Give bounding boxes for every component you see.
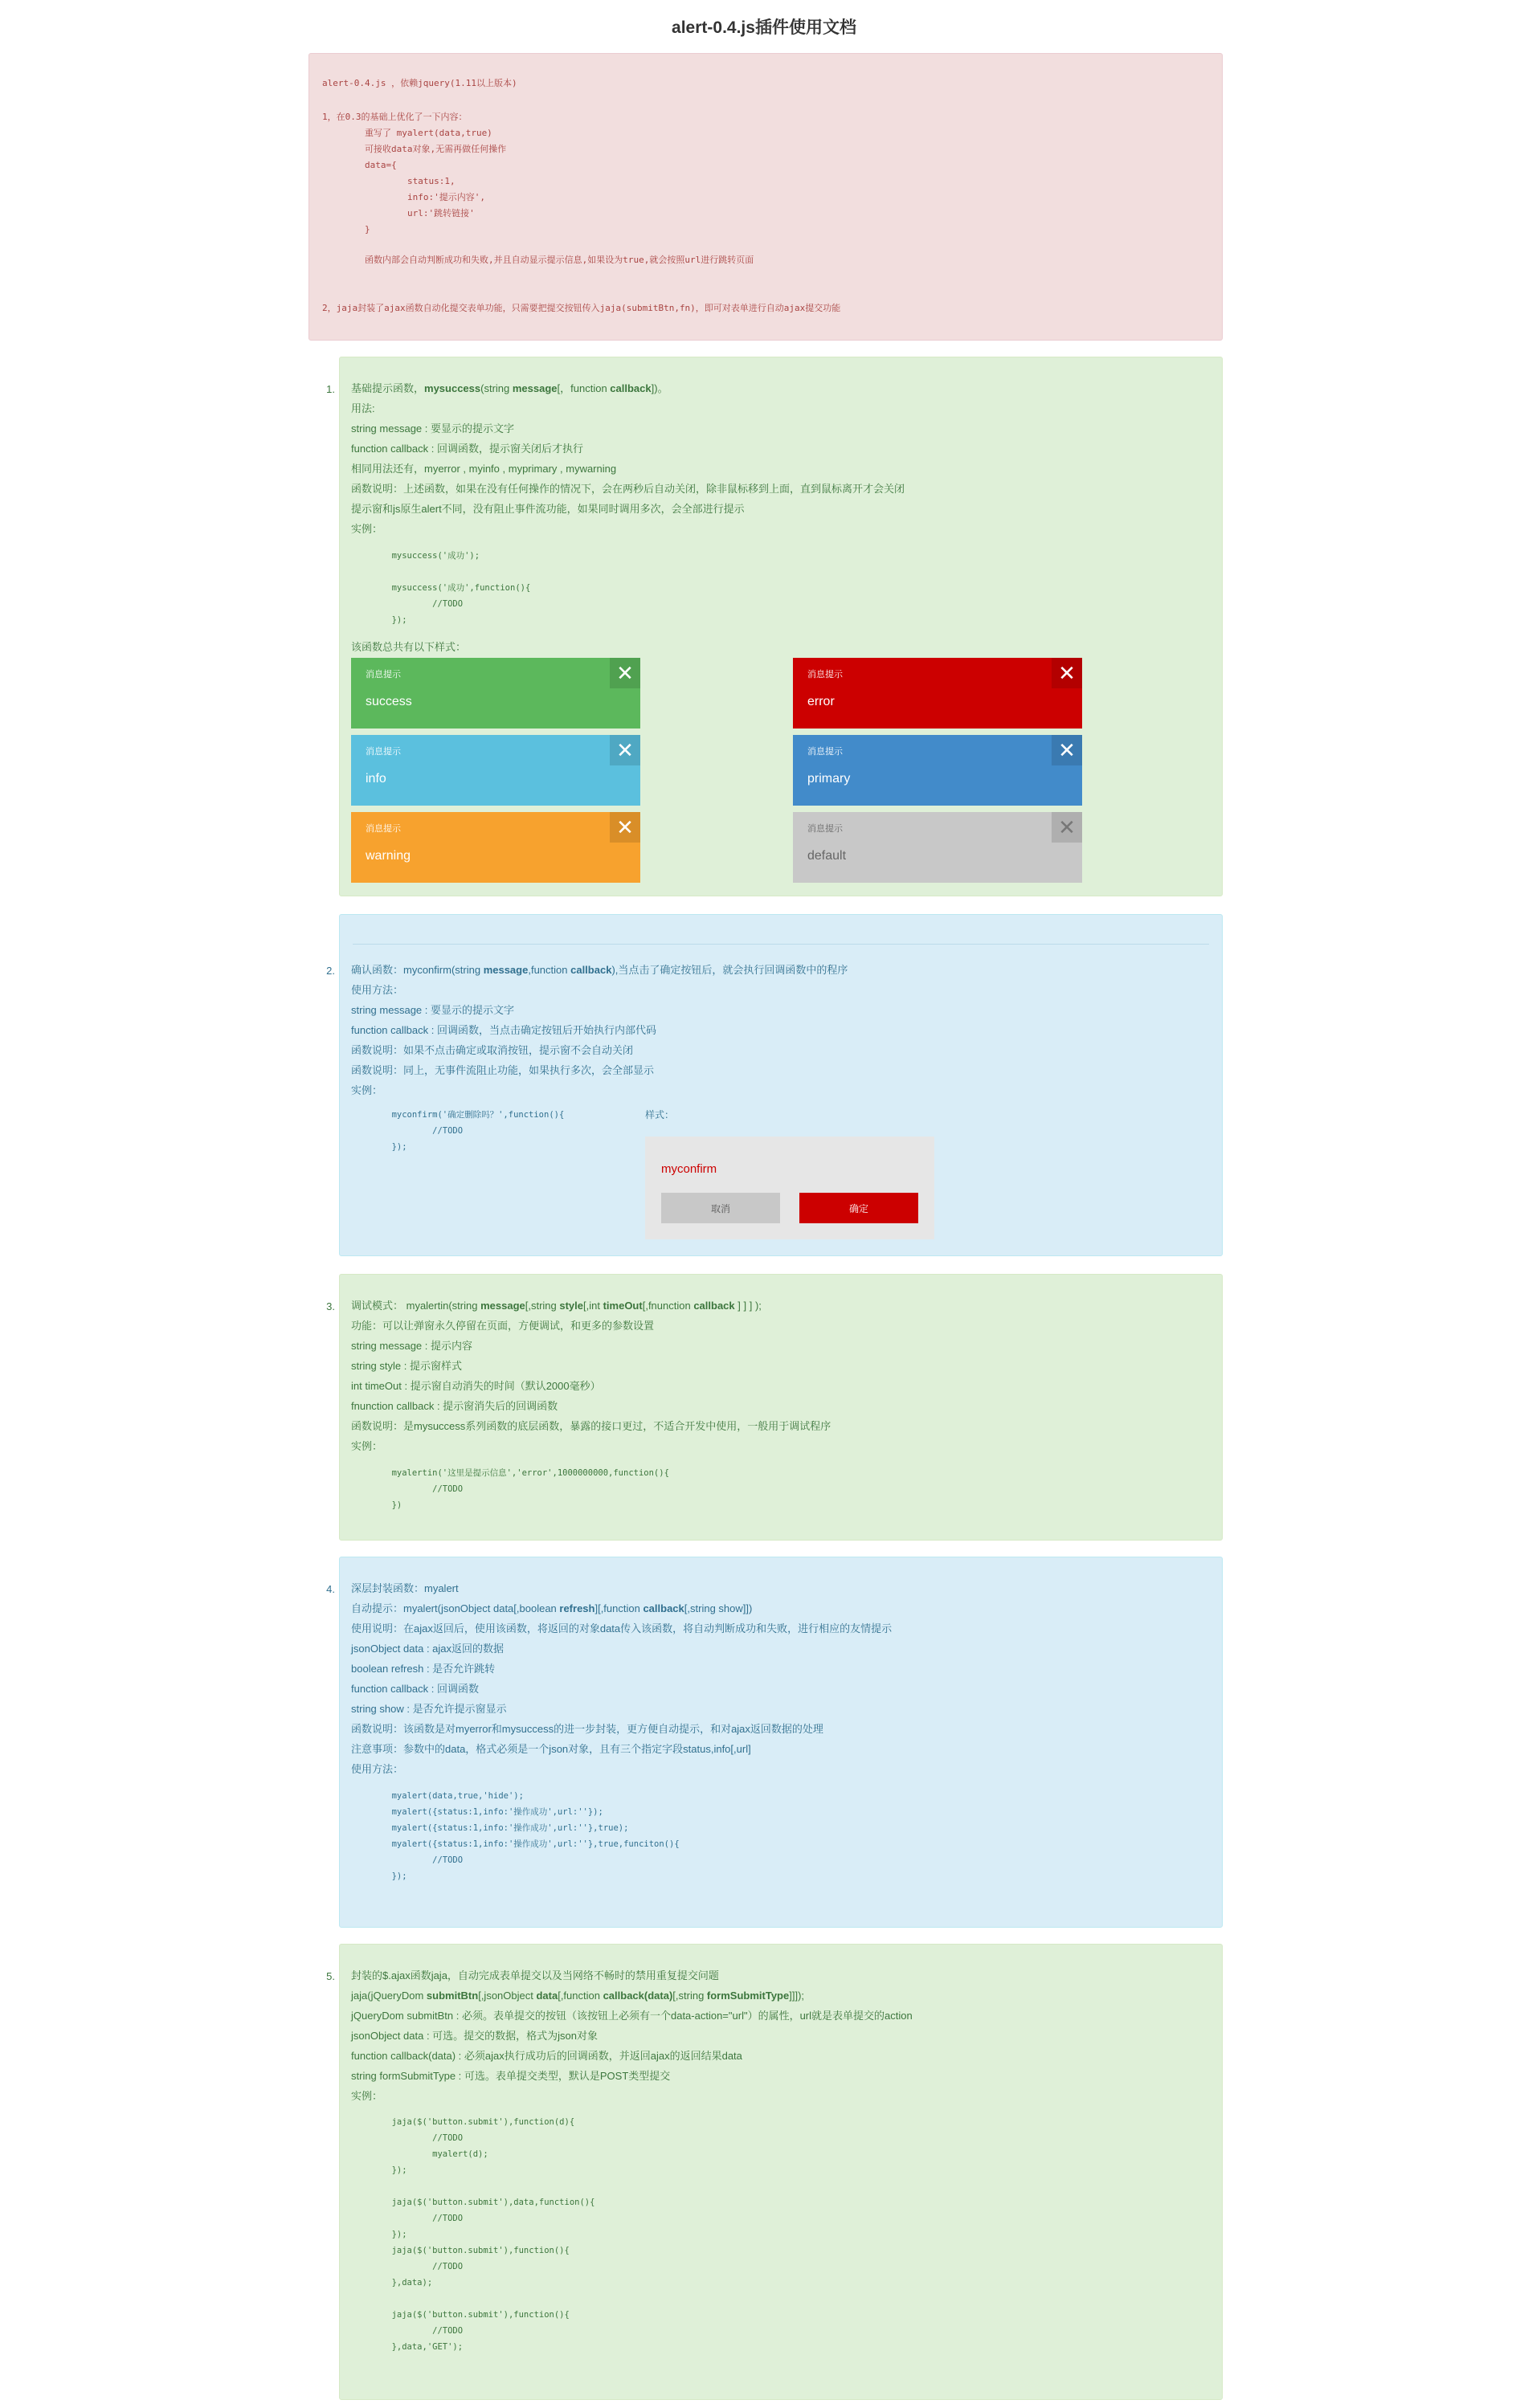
page-title: alert-0.4.js插件使用文档 [672,18,856,37]
doc-line: 自动提示：myalert(jsonObject data[,boolean refresh][,function callback[,string show]]) [351,1602,753,1614]
section-heading: 基础提示函数，mysuccess(string message[，function callback])。 [351,382,668,394]
doc-line: jaja(jQueryDom submitBtn[,jsonObject data[,function callback(data)[,string formSubmitType]]]); [351,1990,805,2002]
close-icon[interactable]: ✕ [1052,735,1082,765]
section-heading: 封装的$.ajax函数jaja，自动完成表单提交以及当网络不畅时的禁用重复提交问题 [351,1969,719,1981]
code-line: //TODO [351,2326,464,2336]
confirm-button[interactable]: 确定 [799,1193,918,1223]
header-notice [308,53,1223,341]
section-jaja [326,1944,1223,2400]
code-line: //TODO [351,2214,464,2223]
divider [353,944,1209,945]
doc-line: jQueryDom submitBtn : 必须。表单提交的按钮（该按钮上必须有一个data-action="url"）的属性，url就是表单提交的action [351,2010,913,2022]
notice-line: 重写了 myalert(data,true) [322,128,492,138]
section-heading: 深层封装函数：myalert [351,1582,459,1594]
alert-header: 消息提示 [807,824,843,834]
alert-header: 消息提示 [366,824,401,834]
code-line: myalert({status:1,info:'操作成功',url:''}); [351,1807,603,1817]
code-line: }); [351,2165,407,2175]
code-line: jaja($('button.submit'),function(){ [351,2246,570,2255]
notice-line: info:'提示内容', [322,192,485,202]
doc-line: 函数说明：上述函数，如果在没有任何操作的情况下，会在两秒后自动关闭，除非鼠标移到上面，直到鼠标离开才会关闭 [351,483,905,495]
code-line: jaja($('button.submit'),function(){ [351,2310,570,2320]
code-line: //TODO [351,1484,464,1494]
alert-sample-error [793,658,1082,729]
code-line: },data); [351,2278,433,2288]
doc-line: string message : 要显示的提示文字 [351,422,514,435]
section-number: 1. [326,383,335,395]
alert-message: info [366,772,386,786]
doc-line: function callback : 回调函数，当点击确定按钮后开始执行内部代码 [351,1024,656,1036]
doc-line: 实例： [351,1440,383,1452]
section-mysuccess [326,357,1223,896]
alert-sample-warning [351,812,640,883]
alert-sample-info [351,735,640,806]
code-line: //TODO [351,599,464,609]
doc-line: function callback(data) : 必须ajax执行成功后的回调函数，并返回ajax的返回结果data [351,2050,742,2062]
section-heading: 调试模式： myalertin(string message[,string style[,int timeOut[,fnunction callback ] ] ] ); [351,1300,762,1312]
notice-line: status:1, [322,176,456,186]
code-line: }) [351,1500,402,1510]
section-number: 4. [326,1583,335,1595]
code-line: myalert({status:1,info:'操作成功',url:''},true); [351,1823,629,1833]
alert-header: 消息提示 [366,747,401,757]
doc-line: 用法: [351,402,375,414]
alert-message: primary [807,772,851,786]
doc-line: 函数说明：该函数是对myerror和mysuccess的进一步封装，更方便自动提示，和对ajax返回数据的处理 [351,1723,823,1735]
doc-line: 使用说明：在ajax返回后，使用该函数，将返回的对象data传入该函数，将自动判断成功和失败，进行相应的友情提示 [351,1622,893,1635]
close-icon[interactable]: ✕ [1052,658,1082,688]
doc-line: string style : 提示窗样式 [351,1360,462,1372]
doc-line: string show : 是否允许提示窗显示 [351,1703,507,1715]
alert-message: warning [366,849,411,863]
doc-line: fnunction callback : 提示窗消失后的回调函数 [351,1400,558,1412]
doc-line: 使用方法： [351,1763,404,1775]
alert-message: default [807,849,847,863]
style-label: 样式： [645,1109,675,1120]
doc-line: function callback : 回调函数，提示窗关闭后才执行 [351,443,583,455]
doc-line: 注意事项：参数中的data，格式必须是一个json对象，且有三个指定字段status,info[,url] [351,1743,751,1755]
code-line: jaja($('button.submit'),function(d){ [351,2117,575,2127]
section-myconfirm [326,914,1223,1256]
code-line: },data,'GET'); [351,2342,464,2352]
section-number: 2. [326,965,335,977]
code-line: mysuccess('成功',function(){ [351,583,531,593]
doc-line: 相同用法还有，myerror , myinfo , myprimary , mywarning [351,463,617,475]
notice-line: url:'跳转链接' [322,208,475,218]
doc-line: string message : 提示内容 [351,1340,472,1352]
alert-sample-default [793,812,1082,883]
doc-line: boolean refresh : 是否允许跳转 [351,1663,496,1675]
code-line: myalert(d); [351,2149,488,2159]
code-line: }); [351,1142,407,1152]
code-line: myconfirm('确定删除吗？',function(){ [351,1110,565,1120]
notice-line: data={ [322,160,397,170]
styles-label: 该函数总共有以下样式： [351,641,467,653]
code-line: myalertin('这里是提示信息','error',1000000000,function(){ [351,1468,669,1478]
notice-line: 函数内部会自动判断成功和失败,并且自动显示提示信息,如果设为true,就会按照url进行跳转页面 [322,255,754,265]
doc-line: 功能：可以让弹窗永久停留在页面，方便调试，和更多的参数设置 [351,1320,655,1332]
doc-line: 实例： [351,1084,383,1096]
alert-message: success [366,695,412,708]
code-line: myalert(data,true,'hide'); [351,1791,524,1801]
doc-line: jsonObject data : ajax返回的数据 [351,1643,505,1655]
code-line: }); [351,1871,407,1881]
section-myalert [326,1557,1223,1928]
section-number: 5. [326,1970,335,1982]
doc-line: 函数说明：如果不点击确定或取消按钮，提示窗不会自动关闭 [351,1044,634,1056]
doc-line: 函数说明：是mysuccess系列函数的底层函数，暴露的接口更过，不适合开发中使用，一般用于调试程序 [351,1420,831,1432]
close-icon[interactable]: ✕ [1052,812,1082,843]
alert-sample-primary [793,735,1082,806]
alert-message: error [807,695,835,708]
doc-line: string message : 要显示的提示文字 [351,1004,514,1016]
close-icon[interactable]: ✕ [610,812,640,843]
code-line: mysuccess('成功'); [351,551,480,561]
alert-header: 消息提示 [807,670,843,680]
alert-header: 消息提示 [807,747,843,757]
code-line: jaja($('button.submit'),data,function(){ [351,2198,595,2207]
confirm-title: myconfirm [661,1162,717,1176]
confirm-sample [645,1137,934,1239]
doc-line: function callback : 回调函数 [351,1683,479,1695]
notice-line: alert-0.4.js ，依赖jquery(1.11以上版本) [322,78,517,88]
doc-line: 提示窗和js原生alert不同，没有阻止事件流功能，如果同时调用多次，会全部进行提示 [351,503,745,515]
code-line: //TODO [351,1855,464,1865]
alert-sample-success [351,658,640,729]
notice-line: 可接收data对象,无需再做任何操作 [322,144,507,154]
doc-line: 函数说明：同上，无事件流阻止功能，如果执行多次，会全部显示 [351,1064,655,1076]
alert-header: 消息提示 [366,670,401,680]
code-line: myalert({status:1,info:'操作成功',url:''},true,funciton(){ [351,1839,680,1849]
notice-line: } [322,224,370,235]
section-number: 3. [326,1300,335,1312]
code-line: }); [351,615,407,625]
section-heading: 确认函数：myconfirm(string message,function callback),当点击了确定按钮后，就会执行回调函数中的程序 [351,964,848,976]
doc-line: string formSubmitType : 可选。表单提交类型，默认是POST类型提交 [351,2070,671,2082]
code-line: //TODO [351,2133,464,2143]
doc-line: int timeOut : 提示窗自动消失的时间（默认2000毫秒） [351,1380,601,1392]
notice-line: 2，jaja封装了ajax函数自动化提交表单功能，只需要把提交按钮传入jaja(submitBtn,fn)，即可对表单进行自动ajax提交功能 [322,303,841,313]
doc-line: 实例： [351,523,383,535]
cancel-button[interactable]: 取消 [661,1193,780,1223]
section-myalertin [326,1274,1223,1541]
doc-line: jsonObject data : 可选。提交的数据，格式为json对象 [351,2030,599,2042]
close-icon[interactable]: ✕ [610,658,640,688]
code-line: //TODO [351,2262,464,2271]
doc-line: 使用方法： [351,984,404,996]
close-icon[interactable]: ✕ [610,735,640,765]
doc-line: 实例： [351,2090,383,2102]
code-line: }); [351,2230,407,2239]
notice-line: 1，在0.3的基础上优化了一下内容： [322,112,468,122]
code-line: //TODO [351,1126,464,1136]
